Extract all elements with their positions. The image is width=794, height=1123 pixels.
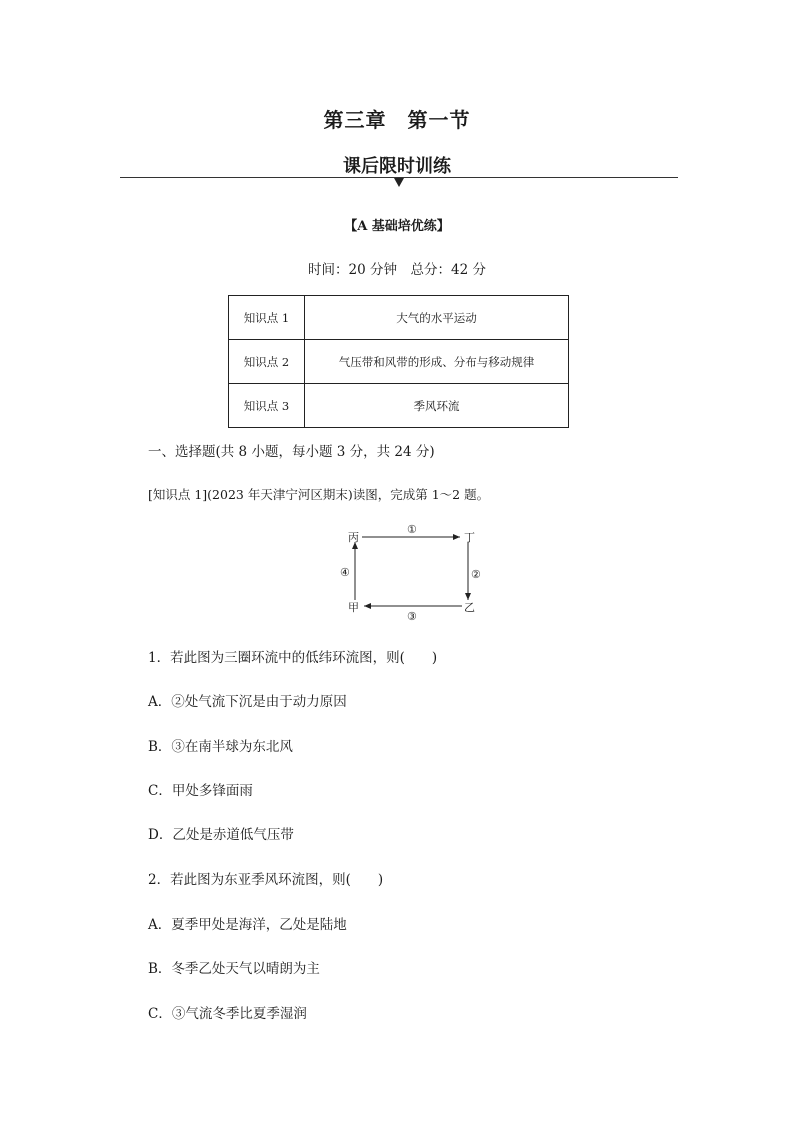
table-row bbox=[229, 296, 569, 340]
page-title: 第三章 第一节 bbox=[323, 108, 471, 132]
question-option: B．③在南半球为东北风 bbox=[148, 739, 293, 755]
knowledge-point-label: 知识点 1 bbox=[229, 296, 305, 340]
arrow-label: ① bbox=[407, 523, 417, 536]
knowledge-point-topic: 大气的水平运动 bbox=[305, 296, 569, 340]
corner-label: 甲 bbox=[348, 601, 359, 614]
time-info: 时间：20 分钟 总分：42 分 bbox=[308, 262, 486, 278]
part-heading: 一、选择题(共 8 小题，每小题 3 分，共 24 分) bbox=[148, 444, 435, 460]
table-row bbox=[229, 384, 569, 428]
arrow-label: ③ bbox=[407, 610, 417, 623]
question-stem: 1．若此图为三圈环流中的低纬环流图，则( ) bbox=[148, 650, 438, 666]
table-row bbox=[229, 340, 569, 384]
knowledge-point-topic: 气压带和风带的形成、分布与移动规律 bbox=[305, 340, 569, 384]
question-option: A．②处气流下沉是由于动力原因 bbox=[148, 694, 347, 710]
question-option: D．乙处是赤道低气压带 bbox=[148, 827, 294, 843]
question-intro: [知识点 1](2023 年天津宁河区期末)读图，完成第 1～2 题。 bbox=[148, 487, 490, 502]
corner-label: 丁 bbox=[464, 531, 475, 544]
question-option: A．夏季甲处是海洋，乙处是陆地 bbox=[148, 917, 347, 933]
question-option: C．甲处多锋面雨 bbox=[148, 783, 253, 799]
arrow-label: ④ bbox=[340, 566, 350, 579]
question-option: B．冬季乙处天气以晴朗为主 bbox=[148, 961, 320, 977]
corner-label: 丙 bbox=[348, 531, 359, 544]
section-heading: 【A 基础培优练】 bbox=[344, 219, 450, 234]
question-stem: 2．若此图为东亚季风环流图，则( ) bbox=[148, 872, 384, 888]
question-option: C．③气流冬季比夏季湿润 bbox=[148, 1006, 307, 1022]
down-triangle-icon bbox=[394, 178, 404, 187]
knowledge-point-label: 知识点 2 bbox=[229, 340, 305, 384]
page-subtitle: 课后限时训练 bbox=[343, 156, 451, 177]
arrow-label: ② bbox=[471, 568, 481, 581]
circulation-diagram bbox=[340, 518, 490, 628]
knowledge-point-topic: 季风环流 bbox=[305, 384, 569, 428]
knowledge-point-label: 知识点 3 bbox=[229, 384, 305, 428]
corner-label: 乙 bbox=[464, 601, 475, 614]
knowledge-point-table bbox=[228, 295, 569, 428]
